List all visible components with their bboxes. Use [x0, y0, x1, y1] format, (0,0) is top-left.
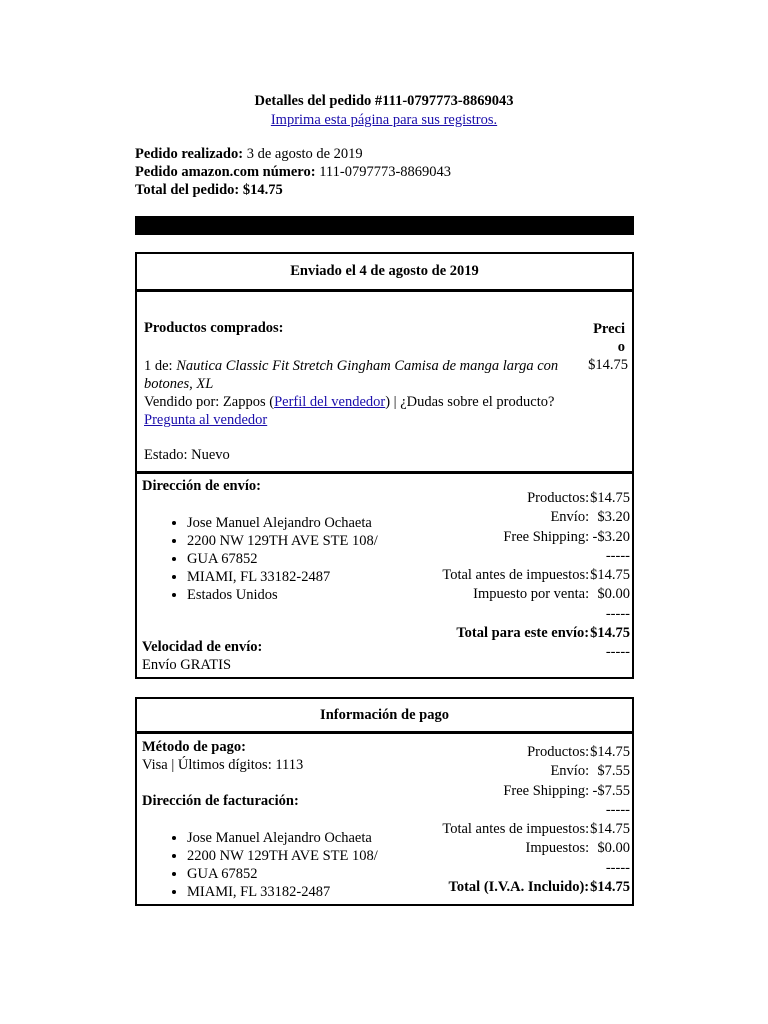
summary-key: [442, 547, 589, 566]
black-divider-bar: [135, 216, 634, 235]
summary-row: [442, 762, 630, 781]
order-total-row: [135, 181, 451, 199]
summary-total-key: Total para este envío:: [456, 625, 590, 642]
order-placed-row: [135, 145, 451, 163]
summary-value: $14.75: [590, 744, 630, 760]
address-line: • Jose Manuel Alejandro Ochaeta: [187, 514, 378, 532]
price-header-line1: Preci: [593, 321, 625, 337]
payment-cell: [137, 734, 632, 904]
address-line: • Jose Manuel Alejandro Ochaeta: [187, 829, 378, 847]
shipping-speed-value: Envío GRATIS: [142, 657, 232, 673]
summary-key: Impuesto por venta:: [473, 586, 590, 603]
shipment-box: [135, 252, 634, 679]
shipping-speed-label: Velocidad de envío:: [142, 639, 263, 655]
summary-row: [442, 643, 630, 662]
item-condition: Estado: Nuevo: [144, 447, 230, 463]
summary-row: [442, 547, 630, 566]
product-item: [144, 357, 576, 429]
summary-total-value: $14.75: [590, 625, 630, 642]
order-number-value: 111-0797773-8869043: [319, 164, 452, 180]
summary-key: Total antes de impuestos:: [442, 567, 590, 584]
summary-value: $3.20: [597, 509, 630, 526]
summary-total-key: Total (I.V.A. Incluido):: [448, 879, 590, 896]
sold-by-prefix: Vendido por: Zappos (: [144, 394, 275, 410]
print-page-link[interactable]: Imprima esta página para sus registros.: [270, 112, 498, 128]
address-line: • 2200 NW 129TH AVE STE 108/: [187, 847, 378, 865]
sold-by-suffix: ) | ¿Dudas sobre el producto?: [385, 394, 555, 410]
address-line: • 2200 NW 129TH AVE STE 108/: [187, 532, 378, 550]
payment-summary-table: [442, 743, 630, 897]
summary-row: [442, 566, 630, 585]
seller-profile-link[interactable]: Perfil del vendedor: [274, 394, 386, 410]
item-name: Nautica Classic Fit Stretch Gingham Camisa de manga larga con botones, XL: [144, 358, 559, 392]
summary-key: [442, 859, 589, 878]
payment-method-value: Visa | Últimos dígitos: 1113: [142, 757, 304, 773]
address-line: • Estados Unidos: [187, 586, 378, 604]
ask-seller-link[interactable]: Pregunta al vendedor: [144, 412, 268, 428]
summary-key: Envío:: [550, 509, 590, 526]
order-header: [0, 92, 768, 130]
summary-total-row: [442, 624, 630, 643]
order-title: Detalles del pedido #111-0797773-8869043: [254, 93, 514, 109]
summary-total-row: [442, 878, 630, 897]
summary-key: Envío:: [550, 763, 590, 780]
summary-separator: -----: [605, 644, 630, 661]
summary-key: [442, 605, 589, 624]
summary-key: Impuestos:: [525, 840, 590, 857]
summary-key: [442, 643, 589, 662]
order-total-label: Total del pedido: $14.75: [135, 182, 283, 198]
billing-address-list: [142, 829, 378, 901]
shipment-summary-table: [442, 489, 630, 663]
order-number-label: Pedido amazon.com número:: [135, 164, 316, 180]
summary-value: $14.75: [590, 567, 630, 584]
summary-key: [442, 801, 589, 820]
summary-separator: -----: [605, 859, 630, 876]
price-header-line2: o: [617, 339, 625, 355]
summary-value: $7.55: [597, 763, 630, 780]
summary-row: [442, 489, 630, 508]
shipping-cell: [137, 474, 632, 677]
summary-row: [442, 743, 630, 762]
payment-method-label: Método de pago:: [142, 739, 246, 755]
summary-row: [442, 508, 630, 527]
item-price: $14.75: [588, 357, 628, 373]
summary-key: Total antes de impuestos:: [442, 821, 590, 838]
summary-total-value: $14.75: [590, 879, 630, 896]
shipment-title: Enviado el 4 de agosto de 2019: [137, 254, 632, 292]
summary-row: [442, 839, 630, 858]
summary-row: [442, 605, 630, 624]
summary-row: [442, 528, 630, 547]
item-qty: 1 de:: [144, 358, 173, 374]
price-header: [585, 320, 625, 356]
address-line: • MIAMI, FL 33182-2487: [187, 568, 378, 586]
summary-key: Free Shipping:: [503, 782, 590, 799]
order-number-row: [135, 163, 451, 181]
summary-row: [442, 859, 630, 878]
payment-box: [135, 697, 634, 906]
billing-address-label: Dirección de facturación:: [142, 793, 299, 809]
shipping-address-label: Dirección de envío:: [142, 478, 261, 494]
address-line: • MIAMI, FL 33182-2487: [187, 883, 378, 901]
products-header: Productos comprados:: [144, 320, 284, 336]
payment-title: Información de pago: [137, 699, 632, 734]
order-meta: [135, 145, 451, 199]
order-placed-value: 3 de agosto de 2019: [246, 146, 363, 162]
summary-value: $14.75: [590, 490, 630, 506]
summary-value: -$3.20: [592, 528, 630, 545]
summary-row: [442, 801, 630, 820]
order-placed-label: Pedido realizado:: [135, 146, 244, 162]
summary-row: [442, 585, 630, 604]
summary-key: Free Shipping:: [503, 528, 590, 545]
address-line: • GUA 67852: [187, 550, 378, 568]
summary-separator: -----: [605, 547, 630, 564]
summary-value: $14.75: [590, 821, 630, 838]
shipping-address-list: [142, 514, 378, 604]
summary-row: [442, 782, 630, 801]
summary-separator: -----: [605, 801, 630, 818]
products-cell: [137, 289, 632, 474]
summary-row: [442, 820, 630, 839]
summary-value: $0.00: [597, 840, 630, 857]
summary-value: -$7.55: [592, 782, 630, 799]
summary-key: Productos:: [527, 744, 590, 760]
summary-value: $0.00: [597, 586, 630, 603]
address-line: • GUA 67852: [187, 865, 378, 883]
summary-separator: -----: [605, 605, 630, 622]
summary-key: Productos:: [527, 490, 590, 506]
